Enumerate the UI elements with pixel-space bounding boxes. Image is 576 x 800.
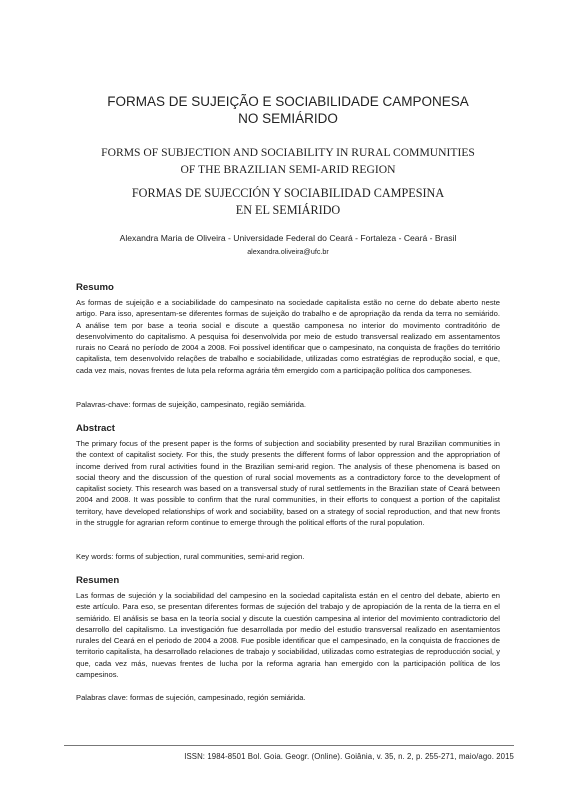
title-spanish-line2: EN EL SEMIÁRIDO [235, 203, 341, 217]
resumen-body: Las formas de sujeción y la sociabilidad del campesino en la sociedad capitalista están en el centro del debate, abierto en este artículo. Para eso, se presentan diferentes formas de sujeción del trabajo y de apropiación de la renta de la tierra en el semiárido. El análisis se basa en la teoría social y discute la cuestión campesina al interior del movimiento contradictorio del desarrollo del capitalismo. La investigación fue desarrollada por medio del estudio transversal realizado en asentamientos rurales del Ceará en el periodo de 2004 a 2008. Fue posible identificar que el campesinado, en la conquista de fracciones de territorio capitalista, ha desarrollado relaciones de trabajo y sociabilidad, utilizadas como estrategias de reproducción social, y que, cada vez más, nuevas frentes de lucha por la reforma agraria han emergido con la participación política de los campesinos. [76, 591, 500, 680]
title-portuguese-line1: FORMAS DE SUJEIÇÃO E SOCIABILIDADE CAMPONESA [107, 94, 469, 109]
resumen-heading: Resumen [76, 575, 120, 586]
abstract-heading: Abstract [76, 423, 115, 434]
resumo-keywords: Palavras-chave: formas de sujeição, campesinato, região semiárida. [76, 400, 307, 409]
abstract-body: The primary focus of the present paper is the forms of subjection and sociability presented by rural Brazilian communities in the context of capitalist society. For this, the study presents the different forms of labor oppression and the appropriation of income derived from rural activities found in the Brazilian semi-arid region. The analysis of these phenomena is based on social theory and the discussion of the question of rural social movements as a contradictory force to the development of capitalist society. This research was based on a transversal study of rural settlements in the Brazilian state of Ceará between 2004 and 2008. It was possible to confirm that the rural communities, in their efforts to conquest a portion of the capitalist territory, have developed relationships of work and sociability, based on a strategy of social reproduction, and that new fronts in the struggle for agrarian reform continue to emerge through the political efforts of the rural population. [76, 439, 500, 528]
title-english [60, 144, 516, 178]
author-affiliation: Alexandra Maria de Oliveira - Universidade Federal do Ceará - Fortaleza - Ceará - Brasil [119, 233, 457, 243]
title-spanish-line1: FORMAS DE SUJECCIÓN Y SOCIABILIDAD CAMPESINA [131, 186, 445, 200]
resumo-heading: Resumo [76, 282, 114, 293]
author-email[interactable]: alexandra.oliveira@ufc.br [247, 247, 329, 256]
resumo-body: As formas de sujeição e a sociabilidade do campesinato na sociedade capitalista estão no cerne do debate aberto neste artigo. Para isso, apresentam-se diferentes formas de sujeição do trabalho e de apropriação da renda da terra no semiárido. A análise tem por base a teoria social e discute a questão camponesa no interior do movimento contraditório de desenvolvimento do capitalismo. A pesquisa foi desenvolvida por meio de estudo transversal realizado em assentamentos rurais no Ceará no período de 2004 a 2008. Foi possível identificar que o campesinato, na conquista de frações do território capitalista, tem desenvolvido relações de trabalho e sociabilidade, utilizadas como estratégias de reprodução social, e que, cada vez mais, novas frentes de luta pela reforma agrária têm emergido com a participação política dos camponeses. [76, 298, 500, 375]
title-portuguese-line2: NO SEMIÁRIDO [238, 111, 338, 126]
title-english-line2: OF THE BRAZILIAN SEMI-ARID REGION [180, 163, 396, 176]
abstract-keywords: Key words: forms of subjection, rural communities, semi-arid region. [76, 552, 305, 561]
resumen-keywords: Palabras clave: formas de sujeción, campesinado, región semiárida. [76, 693, 306, 702]
title-portuguese [60, 93, 516, 127]
footer [64, 745, 514, 770]
title-english-line1: FORMS OF SUBJECTION AND SOCIABILITY IN RURAL COMMUNITIES [101, 146, 475, 159]
title-spanish [60, 185, 516, 219]
footer-citation: ISSN: 1984-8501 Bol. Goia. Geogr. (Online). Goiânia, v. 35, n. 2, p. 255-271, maio/ago. 2015 [184, 752, 514, 761]
